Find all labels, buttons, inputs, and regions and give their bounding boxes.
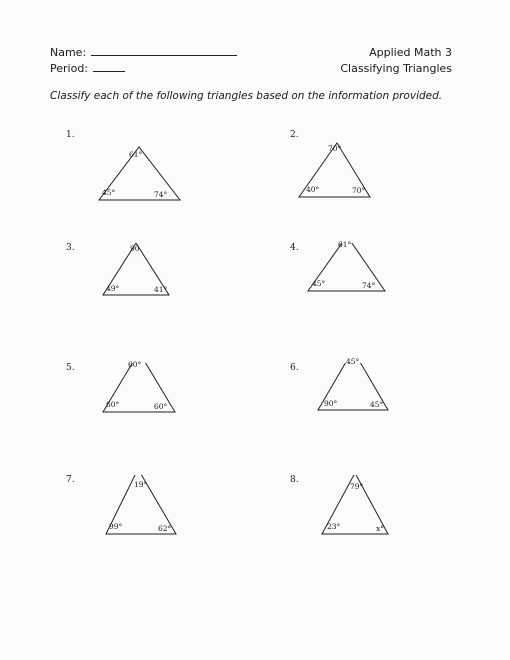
name-label: Name: xyxy=(50,46,87,59)
period-label: Period: xyxy=(50,62,89,75)
right-angle: x° xyxy=(376,524,384,533)
name-blank[interactable] xyxy=(91,45,237,56)
problem-8 xyxy=(290,475,490,575)
course-info xyxy=(340,45,452,77)
left-angle: 40° xyxy=(306,185,320,194)
right-angle: 60° xyxy=(154,402,168,411)
triangle-diagram xyxy=(66,130,266,230)
top-angle: 61° xyxy=(338,240,352,249)
problem-7 xyxy=(66,475,266,575)
triangle-diagram xyxy=(290,475,490,575)
problem-number: 8. xyxy=(290,475,299,485)
left-angle: 45° xyxy=(102,188,116,197)
top-angle: 90 xyxy=(130,244,140,253)
period-row xyxy=(50,61,237,77)
top-angle: 70° xyxy=(328,144,342,153)
triangle-diagram xyxy=(66,363,266,463)
left-angle: 90° xyxy=(324,399,338,408)
problem-number: 5. xyxy=(66,363,75,373)
problem-number: 1. xyxy=(66,130,75,140)
right-angle: 62° xyxy=(158,524,172,533)
period-blank[interactable] xyxy=(93,61,125,72)
problem-number: 3. xyxy=(66,243,75,253)
course-title: Applied Math 3 xyxy=(369,46,452,59)
left-angle: 45° xyxy=(312,279,326,288)
left-angle: 23° xyxy=(327,522,341,531)
top-angle: 45° xyxy=(346,357,360,366)
right-angle: 45° xyxy=(370,400,384,409)
problem-number: 2. xyxy=(290,130,299,140)
triangle-diagram xyxy=(290,243,490,343)
problem-number: 6. xyxy=(290,363,299,373)
problem-4 xyxy=(290,240,490,343)
worksheet-topic: Classifying Triangles xyxy=(340,62,452,75)
triangle-diagram xyxy=(290,130,490,230)
right-angle: 74° xyxy=(154,190,168,199)
student-info xyxy=(50,45,237,77)
instructions: Classify each of the following triangles based on the information provided. xyxy=(50,90,443,102)
problem-number: 7. xyxy=(66,475,75,485)
left-angle: 99° xyxy=(109,522,123,531)
problem-2 xyxy=(290,130,490,230)
problem-6 xyxy=(290,357,490,463)
left-angle: 49° xyxy=(106,284,120,293)
left-angle: 60° xyxy=(106,400,120,409)
right-angle: 70° xyxy=(352,186,366,195)
top-angle: 79° xyxy=(350,482,364,491)
problem-1 xyxy=(66,130,266,230)
top-angle: 61° xyxy=(129,150,143,159)
triangle-diagram xyxy=(290,363,490,463)
problem-5 xyxy=(66,360,266,463)
top-angle: 19° xyxy=(134,480,148,489)
right-angle: 74° xyxy=(362,281,376,290)
top-angle: 60° xyxy=(128,360,142,369)
problem-3 xyxy=(66,243,266,343)
right-angle: 41° xyxy=(154,285,168,294)
name-row xyxy=(50,45,237,61)
problem-number: 4. xyxy=(290,243,299,253)
